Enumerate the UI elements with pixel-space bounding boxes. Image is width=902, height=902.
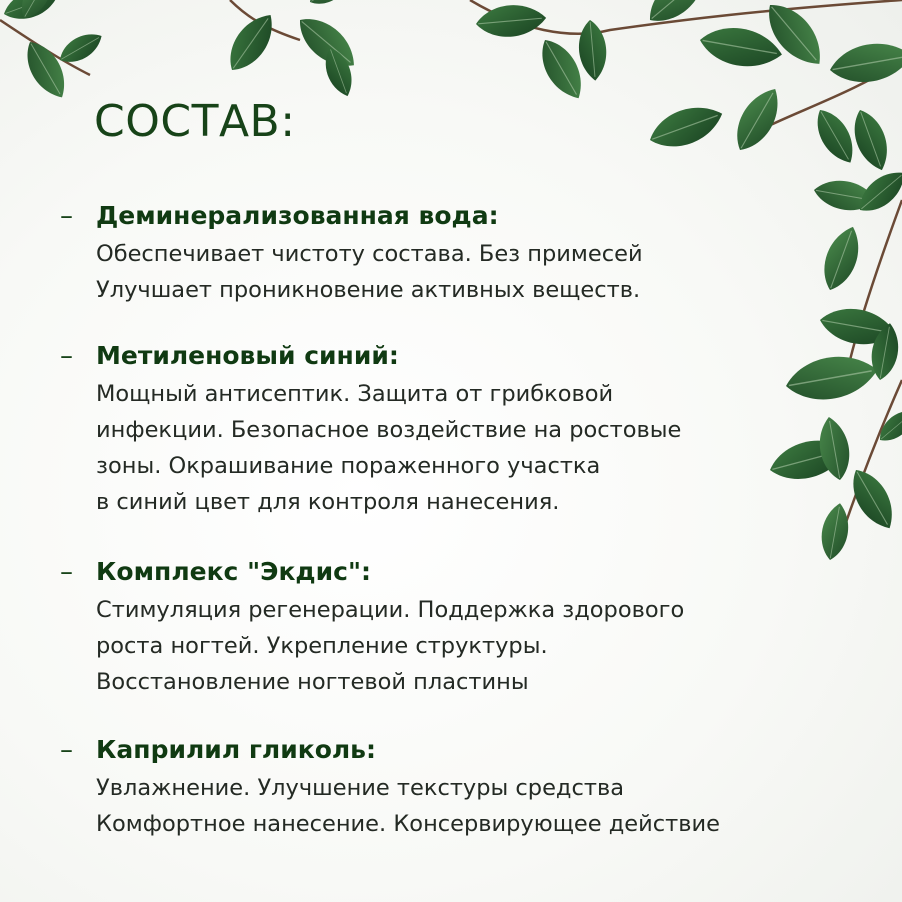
ingredient-description — [96, 592, 850, 700]
ingredient-heading: Комплекс "Экдис": — [96, 557, 371, 586]
bullet-dash: – — [60, 557, 73, 587]
page-title: СОСТАВ: — [94, 96, 296, 147]
description-line: Обеспечивает чистоту состава. Без примесей — [96, 241, 643, 267]
ingredient-heading: Метиленовый синий: — [96, 341, 399, 370]
description-line: инфекции. Безопасное воздействие на ростовые — [96, 417, 682, 443]
description-line: роста ногтей. Укрепление структуры. — [96, 633, 548, 659]
ingredient-heading: Каприлил гликоль: — [96, 735, 376, 764]
bullet-dash: – — [60, 341, 73, 371]
ingredient-heading: Деминерализованная вода: — [96, 201, 499, 230]
ingredient-ecdis-complex — [60, 554, 850, 700]
ingredient-demineralized-water — [60, 198, 850, 308]
ingredient-description — [96, 376, 850, 520]
description-line: Восстановление ногтевой пластины — [96, 669, 529, 695]
bullet-dash: – — [60, 201, 73, 231]
description-line: в синий цвет для контроля нанесения. — [96, 489, 560, 515]
description-line: Увлажнение. Улучшение текстуры средства — [96, 775, 625, 801]
description-line: Улучшает проникновение активных веществ. — [96, 277, 641, 303]
description-line: Комфортное нанесение. Консервирующее действие — [96, 811, 720, 837]
ingredient-caprylyl-glycol — [60, 732, 850, 842]
bullet-dash: – — [60, 735, 73, 765]
description-line: Мощный антисептик. Защита от грибковой — [96, 381, 614, 407]
description-line: зоны. Окрашивание пораженного участка — [96, 453, 601, 479]
description-line: Стимуляция регенерации. Поддержка здорового — [96, 597, 685, 623]
ingredient-methylene-blue — [60, 338, 850, 520]
ingredient-description — [96, 236, 850, 308]
ingredient-description — [96, 770, 850, 842]
